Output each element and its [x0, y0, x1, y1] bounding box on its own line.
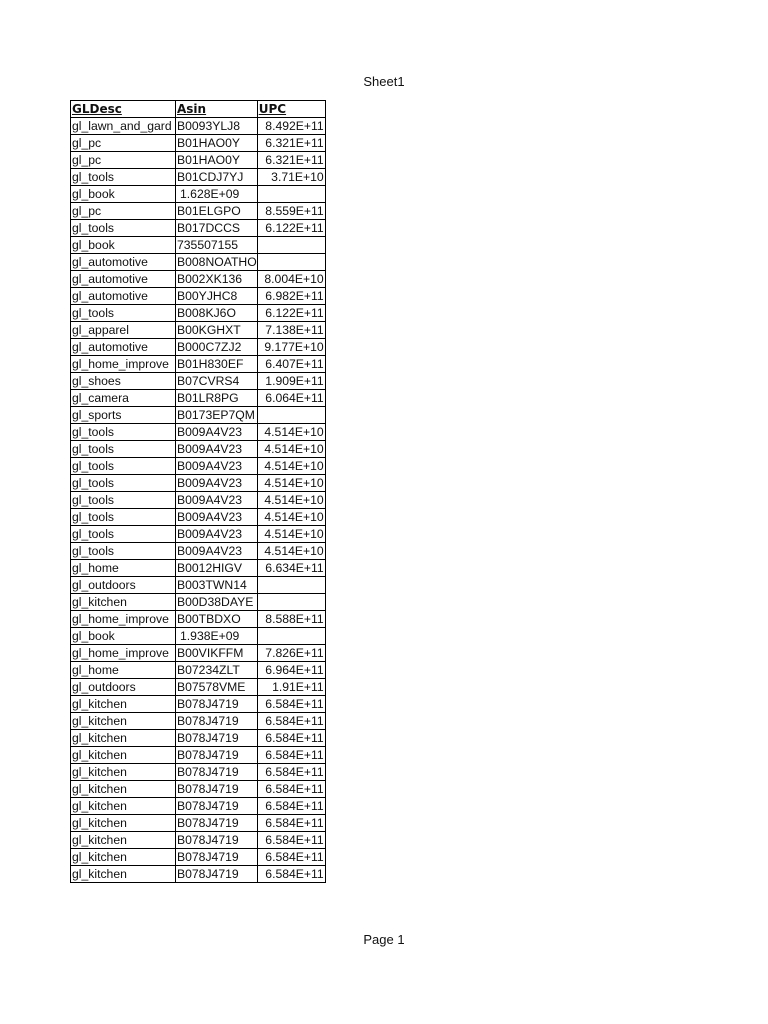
cell-gldesc: gl_kitchen: [71, 781, 176, 798]
cell-upc: 8.004E+10: [257, 271, 325, 288]
cell-gldesc: gl_kitchen: [71, 696, 176, 713]
cell-asin: B009A4V23: [176, 458, 258, 475]
cell-gldesc: gl_tools: [71, 169, 176, 186]
cell-asin: B009A4V23: [176, 492, 258, 509]
cell-asin: B009A4V23: [176, 509, 258, 526]
cell-asin: B01LR8PG: [176, 390, 258, 407]
table-row: [71, 679, 326, 696]
cell-upc: 8.492E+11: [257, 118, 325, 135]
cell-upc: [257, 237, 325, 254]
table-row: [71, 645, 326, 662]
cell-gldesc: gl_kitchen: [71, 798, 176, 815]
cell-gldesc: gl_automotive: [71, 271, 176, 288]
cell-asin: B00TBDXO: [176, 611, 258, 628]
table-row: [71, 118, 326, 135]
cell-upc: 6.321E+11: [257, 152, 325, 169]
cell-upc: 6.122E+11: [257, 220, 325, 237]
data-table: [70, 100, 326, 883]
table-row: [71, 356, 326, 373]
cell-gldesc: gl_tools: [71, 543, 176, 560]
cell-upc: [257, 407, 325, 424]
cell-asin: B078J4719: [176, 832, 258, 849]
cell-upc: 4.514E+10: [257, 458, 325, 475]
table-row: [71, 152, 326, 169]
table-row: [71, 713, 326, 730]
table-row: [71, 849, 326, 866]
cell-gldesc: gl_pc: [71, 203, 176, 220]
column-header-gldesc: GLDesc: [71, 101, 176, 118]
table-row: [71, 424, 326, 441]
cell-asin: B078J4719: [176, 781, 258, 798]
cell-upc: 6.407E+11: [257, 356, 325, 373]
cell-gldesc: gl_book: [71, 628, 176, 645]
cell-asin: B009A4V23: [176, 424, 258, 441]
table-row: [71, 509, 326, 526]
cell-upc: 6.584E+11: [257, 815, 325, 832]
cell-upc: 6.584E+11: [257, 747, 325, 764]
cell-asin: B078J4719: [176, 849, 258, 866]
page-footer: Page 1: [363, 932, 405, 947]
table-row: [71, 866, 326, 883]
cell-gldesc: gl_home_improve: [71, 356, 176, 373]
cell-upc: 4.514E+10: [257, 424, 325, 441]
table-row: [71, 832, 326, 849]
table-row: [71, 781, 326, 798]
cell-upc: 7.138E+11: [257, 322, 325, 339]
cell-gldesc: gl_tools: [71, 424, 176, 441]
cell-gldesc: gl_camera: [71, 390, 176, 407]
table-row: [71, 271, 326, 288]
cell-upc: 6.964E+11: [257, 662, 325, 679]
cell-upc: [257, 628, 325, 645]
cell-upc: [257, 594, 325, 611]
cell-gldesc: gl_home: [71, 662, 176, 679]
cell-asin: B01HAO0Y: [176, 135, 258, 152]
cell-asin: B078J4719: [176, 713, 258, 730]
cell-asin: B07578VME: [176, 679, 258, 696]
cell-gldesc: gl_apparel: [71, 322, 176, 339]
cell-gldesc: gl_book: [71, 237, 176, 254]
cell-gldesc: gl_kitchen: [71, 815, 176, 832]
cell-gldesc: gl_automotive: [71, 288, 176, 305]
cell-asin: B009A4V23: [176, 475, 258, 492]
cell-upc: 6.321E+11: [257, 135, 325, 152]
cell-gldesc: gl_lawn_and_gard: [71, 118, 176, 135]
cell-upc: [257, 577, 325, 594]
table-row: [71, 373, 326, 390]
cell-upc: [257, 186, 325, 203]
cell-upc: 4.514E+10: [257, 475, 325, 492]
cell-gldesc: gl_tools: [71, 492, 176, 509]
cell-gldesc: gl_tools: [71, 220, 176, 237]
cell-upc: 6.584E+11: [257, 713, 325, 730]
cell-upc: 1.909E+11: [257, 373, 325, 390]
cell-asin: B01ELGPO: [176, 203, 258, 220]
table-row: [71, 543, 326, 560]
table-row: [71, 390, 326, 407]
sheet-title: Sheet1: [363, 74, 405, 89]
cell-asin: B008NOATHO: [177, 255, 257, 269]
cell-asin: B009A4V23: [176, 441, 258, 458]
cell-asin: B078J4719: [176, 747, 258, 764]
table-row: [71, 611, 326, 628]
table-row: [71, 730, 326, 747]
cell-asin: 735507155: [176, 237, 258, 254]
cell-upc: 6.634E+11: [257, 560, 325, 577]
cell-gldesc: gl_kitchen: [71, 866, 176, 883]
table-row: [71, 594, 326, 611]
cell-gldesc: gl_kitchen: [71, 747, 176, 764]
table-row: [71, 407, 326, 424]
cell-gldesc: gl_book: [71, 186, 176, 203]
table-row: [71, 254, 326, 271]
cell-asin: B01HAO0Y: [176, 152, 258, 169]
cell-upc: 6.122E+11: [257, 305, 325, 322]
cell-upc: 6.584E+11: [257, 730, 325, 747]
cell-upc: 6.584E+11: [257, 849, 325, 866]
cell-asin: B003TWN14: [176, 577, 258, 594]
table-row: [71, 628, 326, 645]
cell-gldesc: gl_outdoors: [71, 679, 176, 696]
table-row: [71, 560, 326, 577]
table-row: [71, 220, 326, 237]
cell-asin: B00D38DAYE: [176, 594, 258, 611]
cell-asin: 1.628E+09: [176, 186, 258, 203]
cell-asin: B078J4719: [176, 696, 258, 713]
table-row: [71, 441, 326, 458]
cell-asin: B0173EP7QM: [176, 407, 258, 424]
cell-asin: B01H830EF: [176, 356, 258, 373]
cell-gldesc: gl_sports: [71, 407, 176, 424]
cell-asin: B078J4719: [176, 730, 258, 747]
table-body: [71, 118, 326, 883]
table-row: [71, 492, 326, 509]
column-header-asin: Asin: [176, 101, 258, 118]
cell-gldesc: gl_tools: [71, 475, 176, 492]
cell-gldesc: gl_kitchen: [71, 832, 176, 849]
cell-upc: 4.514E+10: [257, 441, 325, 458]
cell-asin: B07234ZLT: [176, 662, 258, 679]
cell-asin: B00KGHXT: [176, 322, 258, 339]
table-row: [71, 237, 326, 254]
table-row: [71, 798, 326, 815]
column-header-upc: UPC: [257, 101, 325, 118]
header-row: [71, 101, 326, 118]
table-row: [71, 526, 326, 543]
table-row: [71, 662, 326, 679]
cell-upc: 8.588E+11: [257, 611, 325, 628]
cell-gldesc: gl_tools: [71, 458, 176, 475]
cell-gldesc: gl_kitchen: [71, 849, 176, 866]
cell-gldesc: gl_shoes: [71, 373, 176, 390]
cell-upc: 8.559E+11: [257, 203, 325, 220]
cell-gldesc: gl_kitchen: [71, 764, 176, 781]
cell-asin: B0012HIGV: [176, 560, 258, 577]
cell-upc: 6.584E+11: [257, 798, 325, 815]
cell-asin: B01CDJ7YJ: [176, 169, 258, 186]
cell-gldesc: gl_home_improve: [71, 611, 176, 628]
cell-asin: B002XK136: [176, 271, 258, 288]
table-row: [71, 322, 326, 339]
cell-upc: 3.71E+10: [257, 169, 325, 186]
cell-asin: B0093YLJ8: [176, 118, 258, 135]
cell-gldesc: gl_tools: [71, 526, 176, 543]
cell-asin: B009A4V23: [176, 543, 258, 560]
cell-gldesc: gl_home: [71, 560, 176, 577]
table-row: [71, 305, 326, 322]
cell-upc: 6.584E+11: [257, 866, 325, 883]
cell-gldesc: gl_pc: [71, 152, 176, 169]
table-row: [71, 458, 326, 475]
table-row: [71, 747, 326, 764]
cell-upc: 6.584E+11: [257, 764, 325, 781]
cell-upc: 1.91E+11: [257, 679, 325, 696]
cell-gldesc: gl_tools: [71, 305, 176, 322]
cell-gldesc: gl_tools: [71, 509, 176, 526]
cell-upc: 6.584E+11: [257, 696, 325, 713]
cell-gldesc: gl_home_improve: [71, 645, 176, 662]
table-row: [71, 764, 326, 781]
cell-upc: 7.826E+11: [257, 645, 325, 662]
cell-asin: B000C7ZJ2: [176, 339, 258, 356]
cell-gldesc: gl_tools: [71, 441, 176, 458]
cell-asin: B078J4719: [176, 798, 258, 815]
cell-upc: 6.584E+11: [257, 781, 325, 798]
cell-asin: B00YJHC8: [176, 288, 258, 305]
cell-asin: B009A4V23: [176, 526, 258, 543]
cell-upc: 6.982E+11: [257, 288, 325, 305]
cell-asin: B017DCCS: [176, 220, 258, 237]
cell-upc: 4.514E+10: [257, 543, 325, 560]
table-row: [71, 696, 326, 713]
cell-gldesc: gl_kitchen: [71, 594, 176, 611]
cell-gldesc: gl_outdoors: [71, 577, 176, 594]
cell-asin: B07CVRS4: [176, 373, 258, 390]
table-row: [71, 475, 326, 492]
cell-upc: [257, 254, 325, 271]
cell-asin: B008KJ6O: [176, 305, 258, 322]
cell-asin: B078J4719: [176, 866, 258, 883]
table-row: [71, 815, 326, 832]
cell-asin: 1.938E+09: [176, 628, 258, 645]
cell-upc: 9.177E+10: [257, 339, 325, 356]
table-row: [71, 288, 326, 305]
table-row: [71, 135, 326, 152]
cell-gldesc: gl_automotive: [71, 254, 176, 271]
cell-asin: B078J4719: [176, 815, 258, 832]
cell-gldesc: gl_kitchen: [71, 713, 176, 730]
cell-gldesc: gl_automotive: [71, 339, 176, 356]
cell-gldesc: gl_kitchen: [71, 730, 176, 747]
cell-upc: 4.514E+10: [257, 492, 325, 509]
cell-upc: 6.064E+11: [257, 390, 325, 407]
table-row: [71, 339, 326, 356]
cell-asin: B078J4719: [176, 764, 258, 781]
cell-upc: 4.514E+10: [257, 526, 325, 543]
table-row: [71, 186, 326, 203]
cell-gldesc: gl_pc: [71, 135, 176, 152]
cell-asin: B00VIKFFM: [176, 645, 258, 662]
table-row: [71, 203, 326, 220]
cell-upc: 4.514E+10: [257, 509, 325, 526]
cell-upc: 6.584E+11: [257, 832, 325, 849]
table-row: [71, 577, 326, 594]
table-row: [71, 169, 326, 186]
